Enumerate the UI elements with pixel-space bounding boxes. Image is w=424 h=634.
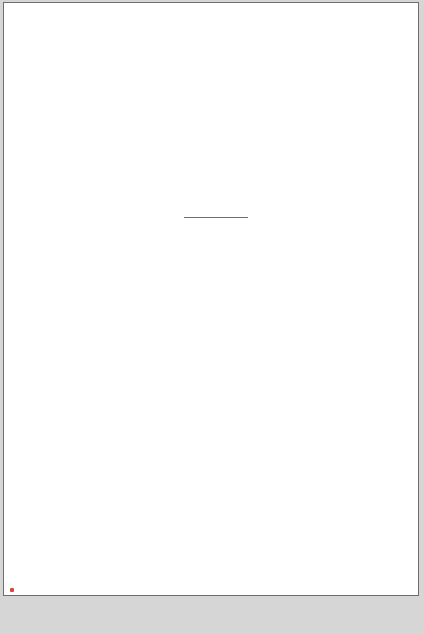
paragraph-line bbox=[54, 323, 384, 328]
paragraph-line bbox=[54, 519, 384, 524]
paragraph-line bbox=[54, 559, 384, 564]
paragraph-line bbox=[54, 389, 384, 394]
paragraph-line bbox=[54, 409, 384, 414]
paragraph-line bbox=[54, 549, 384, 554]
article-title bbox=[189, 182, 239, 188]
paragraph-line bbox=[54, 509, 384, 514]
author-email-link[interactable] bbox=[184, 212, 248, 218]
paragraph-line bbox=[54, 589, 384, 594]
paragraph-line bbox=[54, 429, 384, 434]
paragraph-line bbox=[54, 449, 384, 454]
page-number bbox=[202, 581, 226, 587]
paragraph-line bbox=[54, 569, 384, 574]
paragraph-line bbox=[54, 489, 384, 494]
paragraph-line bbox=[54, 499, 384, 504]
paragraph-line bbox=[54, 343, 384, 348]
paragraph-line bbox=[54, 303, 384, 308]
paragraph-line bbox=[54, 333, 384, 338]
paragraph-line bbox=[54, 313, 384, 318]
document-page bbox=[3, 2, 419, 596]
paragraph-line bbox=[54, 283, 384, 288]
affiliation-line bbox=[170, 242, 262, 247]
paragraph-line bbox=[54, 399, 384, 404]
paragraph-line bbox=[54, 629, 194, 634]
affiliation-line bbox=[162, 232, 268, 237]
paragraph-line bbox=[54, 609, 384, 614]
article-title bbox=[64, 171, 364, 177]
udc-code bbox=[54, 159, 174, 165]
paragraph-line bbox=[82, 273, 384, 278]
author-name bbox=[174, 202, 256, 208]
paragraph-line bbox=[54, 419, 384, 424]
paragraph-line bbox=[54, 539, 384, 544]
corner-mark bbox=[10, 588, 14, 592]
paragraph-line bbox=[54, 293, 384, 298]
paragraph-line bbox=[82, 359, 384, 364]
paragraph-line bbox=[82, 469, 384, 474]
paragraph-line bbox=[54, 353, 384, 358]
paragraph-line bbox=[54, 479, 384, 484]
paragraph-line bbox=[54, 439, 384, 444]
paragraph-line bbox=[54, 619, 384, 624]
paragraph-line bbox=[54, 379, 384, 384]
paragraph-line bbox=[54, 529, 384, 534]
affiliation-line bbox=[112, 222, 318, 227]
paragraph-line bbox=[54, 459, 384, 464]
paragraph-line bbox=[54, 369, 384, 374]
affiliation-line bbox=[140, 252, 292, 257]
